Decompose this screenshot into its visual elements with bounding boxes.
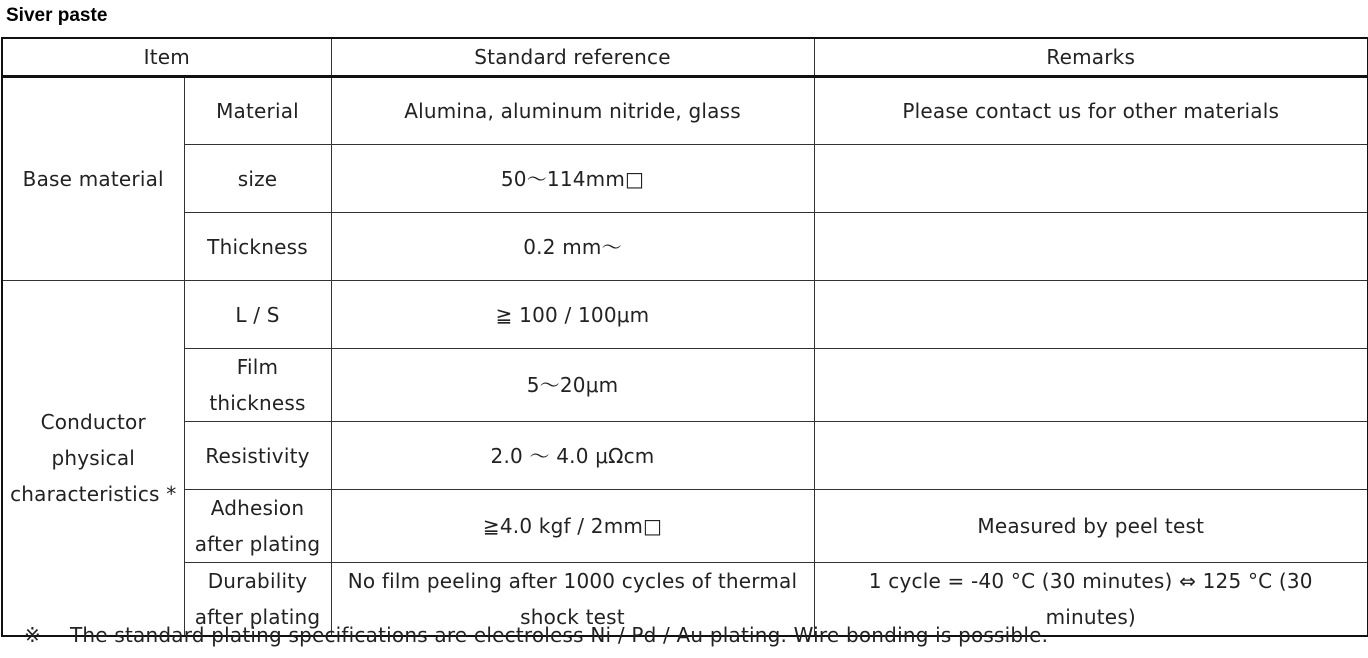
table-row bbox=[2, 213, 1368, 281]
row-item: size bbox=[184, 145, 331, 213]
row-remarks: Measured by peel test bbox=[814, 490, 1368, 563]
table-header-row bbox=[2, 38, 1368, 77]
row-remarks bbox=[814, 349, 1368, 422]
row-item: Thickness bbox=[184, 213, 331, 281]
note-mark: ※ bbox=[24, 623, 41, 647]
row-item: Durability after plating bbox=[184, 563, 331, 637]
header-standard-reference: Standard reference bbox=[331, 38, 814, 77]
row-item: L / S bbox=[184, 281, 331, 349]
row-standard: ≧ 100 / 100μm bbox=[331, 281, 814, 349]
row-standard: 50～114mm□ bbox=[331, 145, 814, 213]
row-remarks: 1 cycle = -40 °C (30 minutes) ⇔ 125 °C (30 minutes) bbox=[814, 563, 1368, 637]
table-row bbox=[2, 422, 1368, 490]
footnote bbox=[24, 623, 1048, 647]
row-standard: 0.2 mm～ bbox=[331, 213, 814, 281]
group-base-material: Base material bbox=[2, 77, 184, 281]
table-row bbox=[2, 349, 1368, 422]
row-standard: 5～20μm bbox=[331, 349, 814, 422]
page-title: Siver paste bbox=[6, 5, 108, 26]
row-standard: No film peeling after 1000 cycles of thermal shock test bbox=[331, 563, 814, 637]
row-item: Material bbox=[184, 77, 331, 145]
note-text: The standard plating specifications are electroless Ni / Pd / Au plating. Wire bonding is possible. bbox=[70, 623, 1049, 647]
row-remarks bbox=[814, 213, 1368, 281]
row-remarks bbox=[814, 422, 1368, 490]
table-row bbox=[2, 145, 1368, 213]
header-remarks: Remarks bbox=[814, 38, 1368, 77]
row-item: Resistivity bbox=[184, 422, 331, 490]
header-item: Item bbox=[2, 38, 331, 77]
row-remarks bbox=[814, 145, 1368, 213]
row-remarks: Please contact us for other materials bbox=[814, 77, 1368, 145]
row-item: Film thickness bbox=[184, 349, 331, 422]
row-standard: ≧4.0 kgf / 2mm□ bbox=[331, 490, 814, 563]
table-row bbox=[2, 77, 1368, 145]
row-remarks bbox=[814, 281, 1368, 349]
row-standard: Alumina, aluminum nitride, glass bbox=[331, 77, 814, 145]
table-row bbox=[2, 490, 1368, 563]
group-conductor-characteristics: Conductor physical characteristics * bbox=[2, 281, 184, 637]
spec-table bbox=[1, 37, 1368, 637]
row-item: Adhesion after plating bbox=[184, 490, 331, 563]
table-row bbox=[2, 281, 1368, 349]
row-standard: 2.0 ～ 4.0 μΩcm bbox=[331, 422, 814, 490]
